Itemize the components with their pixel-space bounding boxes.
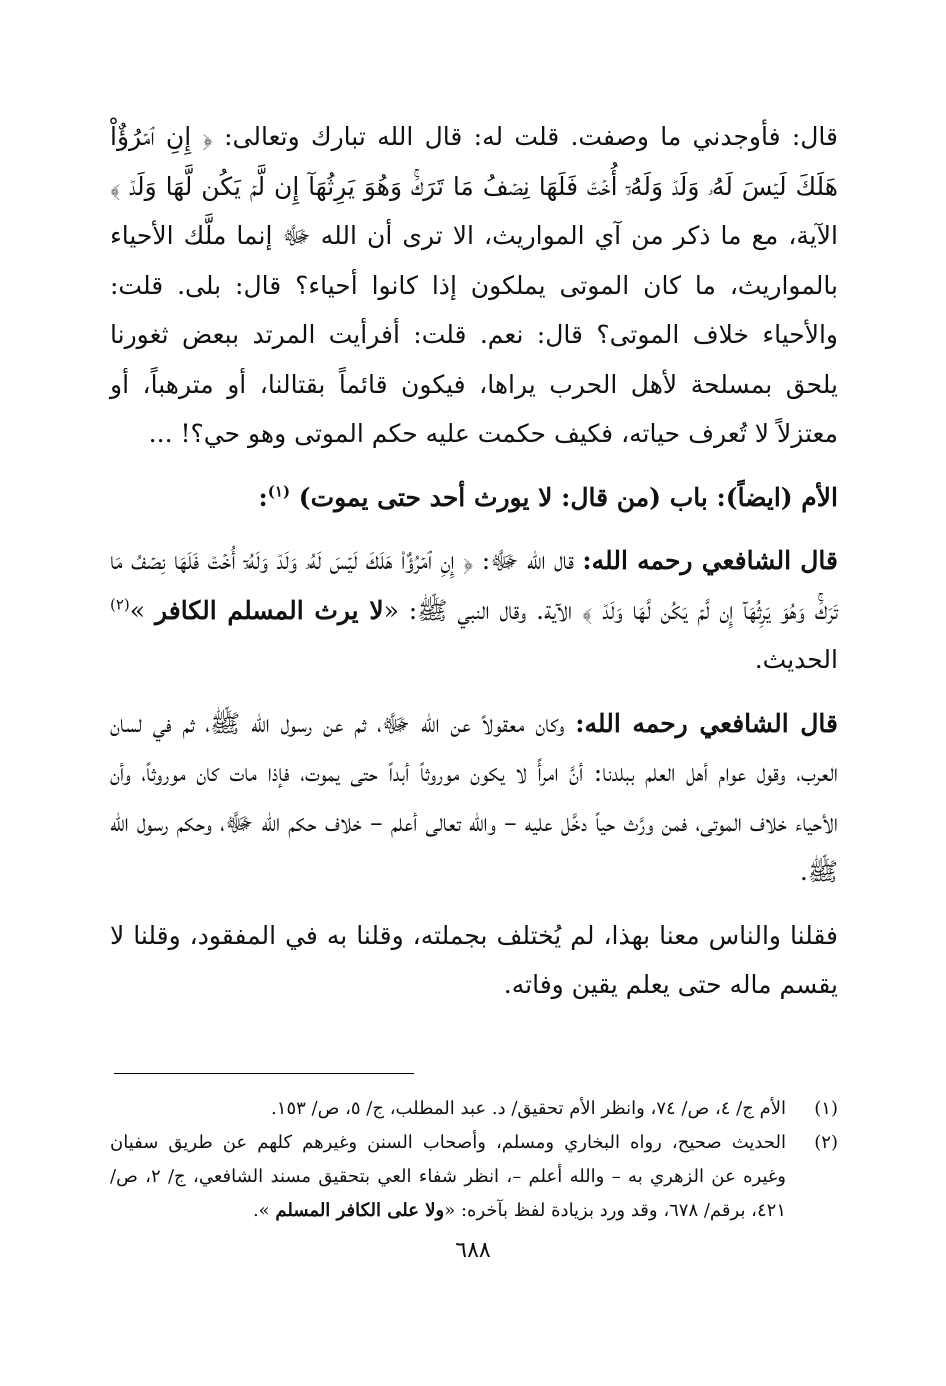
page-number: ٦٨٨ bbox=[455, 1238, 491, 1263]
paragraph-1: قال: فأوجدني ما وصفت. قلت له: قال الله تبارك وتعالى: ﴿ إِنِ ٱمۡرُؤٌاْ هَلَكَ لَيۡسَ لَهُۥ وَلَدٞ وَلَهُۥٓ أُخۡتٞ فَلَهَا نِصۡفُ مَا تَرَكَۚ وَهُوَ يَرِثُهَآ إِن لَّمۡ يَكُن لَّهَا وَلَدٞ ﴾ الآية، مع ما ذكر من آي المواريث، الا ترى أن الله ﷻ إنما ملَّك الأحياء بالمواريث، ما كان الموتى يملكون إذا كانوا أحياء؟ قال: بلى. قلت: والأحياء خلاف الموتى؟ قال: نعم. قلت: أفرأيت المرتد ببعض ثغورنا يلحق بمسلحة لأهل الحرب يراها، فيكون قائماً بقتالنا، أو مترهباً، أو معتزلاً لا تُعرف حياته، فكيف حكمت عليه حكم الموتى وهو حي؟! ... bbox=[110, 122, 838, 448]
footnote-2-text: الحديث صحيح، رواه البخاري ومسلم، وأصحاب السنن وغيرهم كلهم عن طريق سفيان وغيره عن الزهري به – والله أعلم –، انظر شفاء العي بتحقيق مسند الشافعي، ج/ ٢، ص/ ٤٢١، برقم/ ٦٧٨، وقد ورد بزيادة لفظ بآخره: « bbox=[110, 1132, 786, 1221]
heading-text: الأم (ايضاً): باب (من قال: لا يورث أحد حتى يموت) bbox=[298, 482, 838, 512]
main-text bbox=[110, 112, 838, 1010]
footnote-1-text: الأم ج/ ٤، ص/ ٧٤، وانظر الأم تحقيق/ د. عبد المطلب، ج/ ٥، ص/ ١٥٣. bbox=[271, 1098, 786, 1119]
paragraph-2-close: » bbox=[129, 595, 156, 625]
heading-colon: : bbox=[258, 482, 268, 512]
footnote-2 bbox=[110, 1126, 838, 1228]
footnote-2-number: (٢) bbox=[814, 1132, 838, 1153]
paragraph-3-lead: قال الشافعي رحمه الله: bbox=[575, 708, 838, 738]
footnotes bbox=[110, 1092, 838, 1228]
paragraph-2 bbox=[110, 536, 838, 685]
heading-footnote-ref: (١) bbox=[267, 482, 291, 501]
section-heading bbox=[110, 473, 838, 523]
paragraph-2-tail: الحديث. bbox=[754, 645, 838, 674]
paragraph-3 bbox=[110, 699, 838, 897]
paragraph-2-body: قال الله ﷻ: ﴿ إِنِ ٱمۡرُؤٌاْ هَلَكَ لَيۡسَ لَهُۥ وَلَدٞ وَلَهُۥٓ أُخۡتٞ فَلَهَا نِصۡفُ مَا تَرَكَۚ وَهُوَ يَرِثُهَآ إِن لَّمۡ يَكُن لَّهَا وَلَدٞ ﴾ الآية. وقال النبي ﷺ: « bbox=[110, 546, 838, 625]
footnote-1-number: (١) bbox=[814, 1098, 838, 1119]
footnote-2-emphasis: ولا على الكافر المسلم bbox=[275, 1200, 445, 1221]
paragraph-2-lead: قال الشافعي رحمه الله: bbox=[582, 546, 838, 575]
hadith-text: لا يرث المسلم الكافر bbox=[155, 595, 384, 625]
footnote-1 bbox=[110, 1092, 838, 1126]
footnote-divider bbox=[114, 1073, 414, 1074]
footnote-2-close: ». bbox=[252, 1200, 276, 1221]
paragraph-4: فقلنا والناس معنا بهذا، لم يُختلف بجملته، وقلنا به في المفقود، وقلنا لا يقسم ماله حتى يعلم يقين وفاته. bbox=[110, 920, 838, 999]
paragraph-3-body: وكان معقولاً عن الله ﷻ، ثم عن رسول الله ﷺ، ثم في لسان العرب، وقول عوام أهل العلم ببلدنا: أنَّ امرأً لا يكون موروثاً أبداً حتى يموت، فإذا مات كان موروثاً، وأن الأحياء خلاف الموتى، فمن ورَّث حياً دخَّل عليه – والله تعالى أعلم – خلاف حكم الله ﷻ، وحكم رسول الله ﷺ. bbox=[110, 708, 838, 886]
paragraph-2-footnote-ref: (٢) bbox=[110, 595, 130, 614]
